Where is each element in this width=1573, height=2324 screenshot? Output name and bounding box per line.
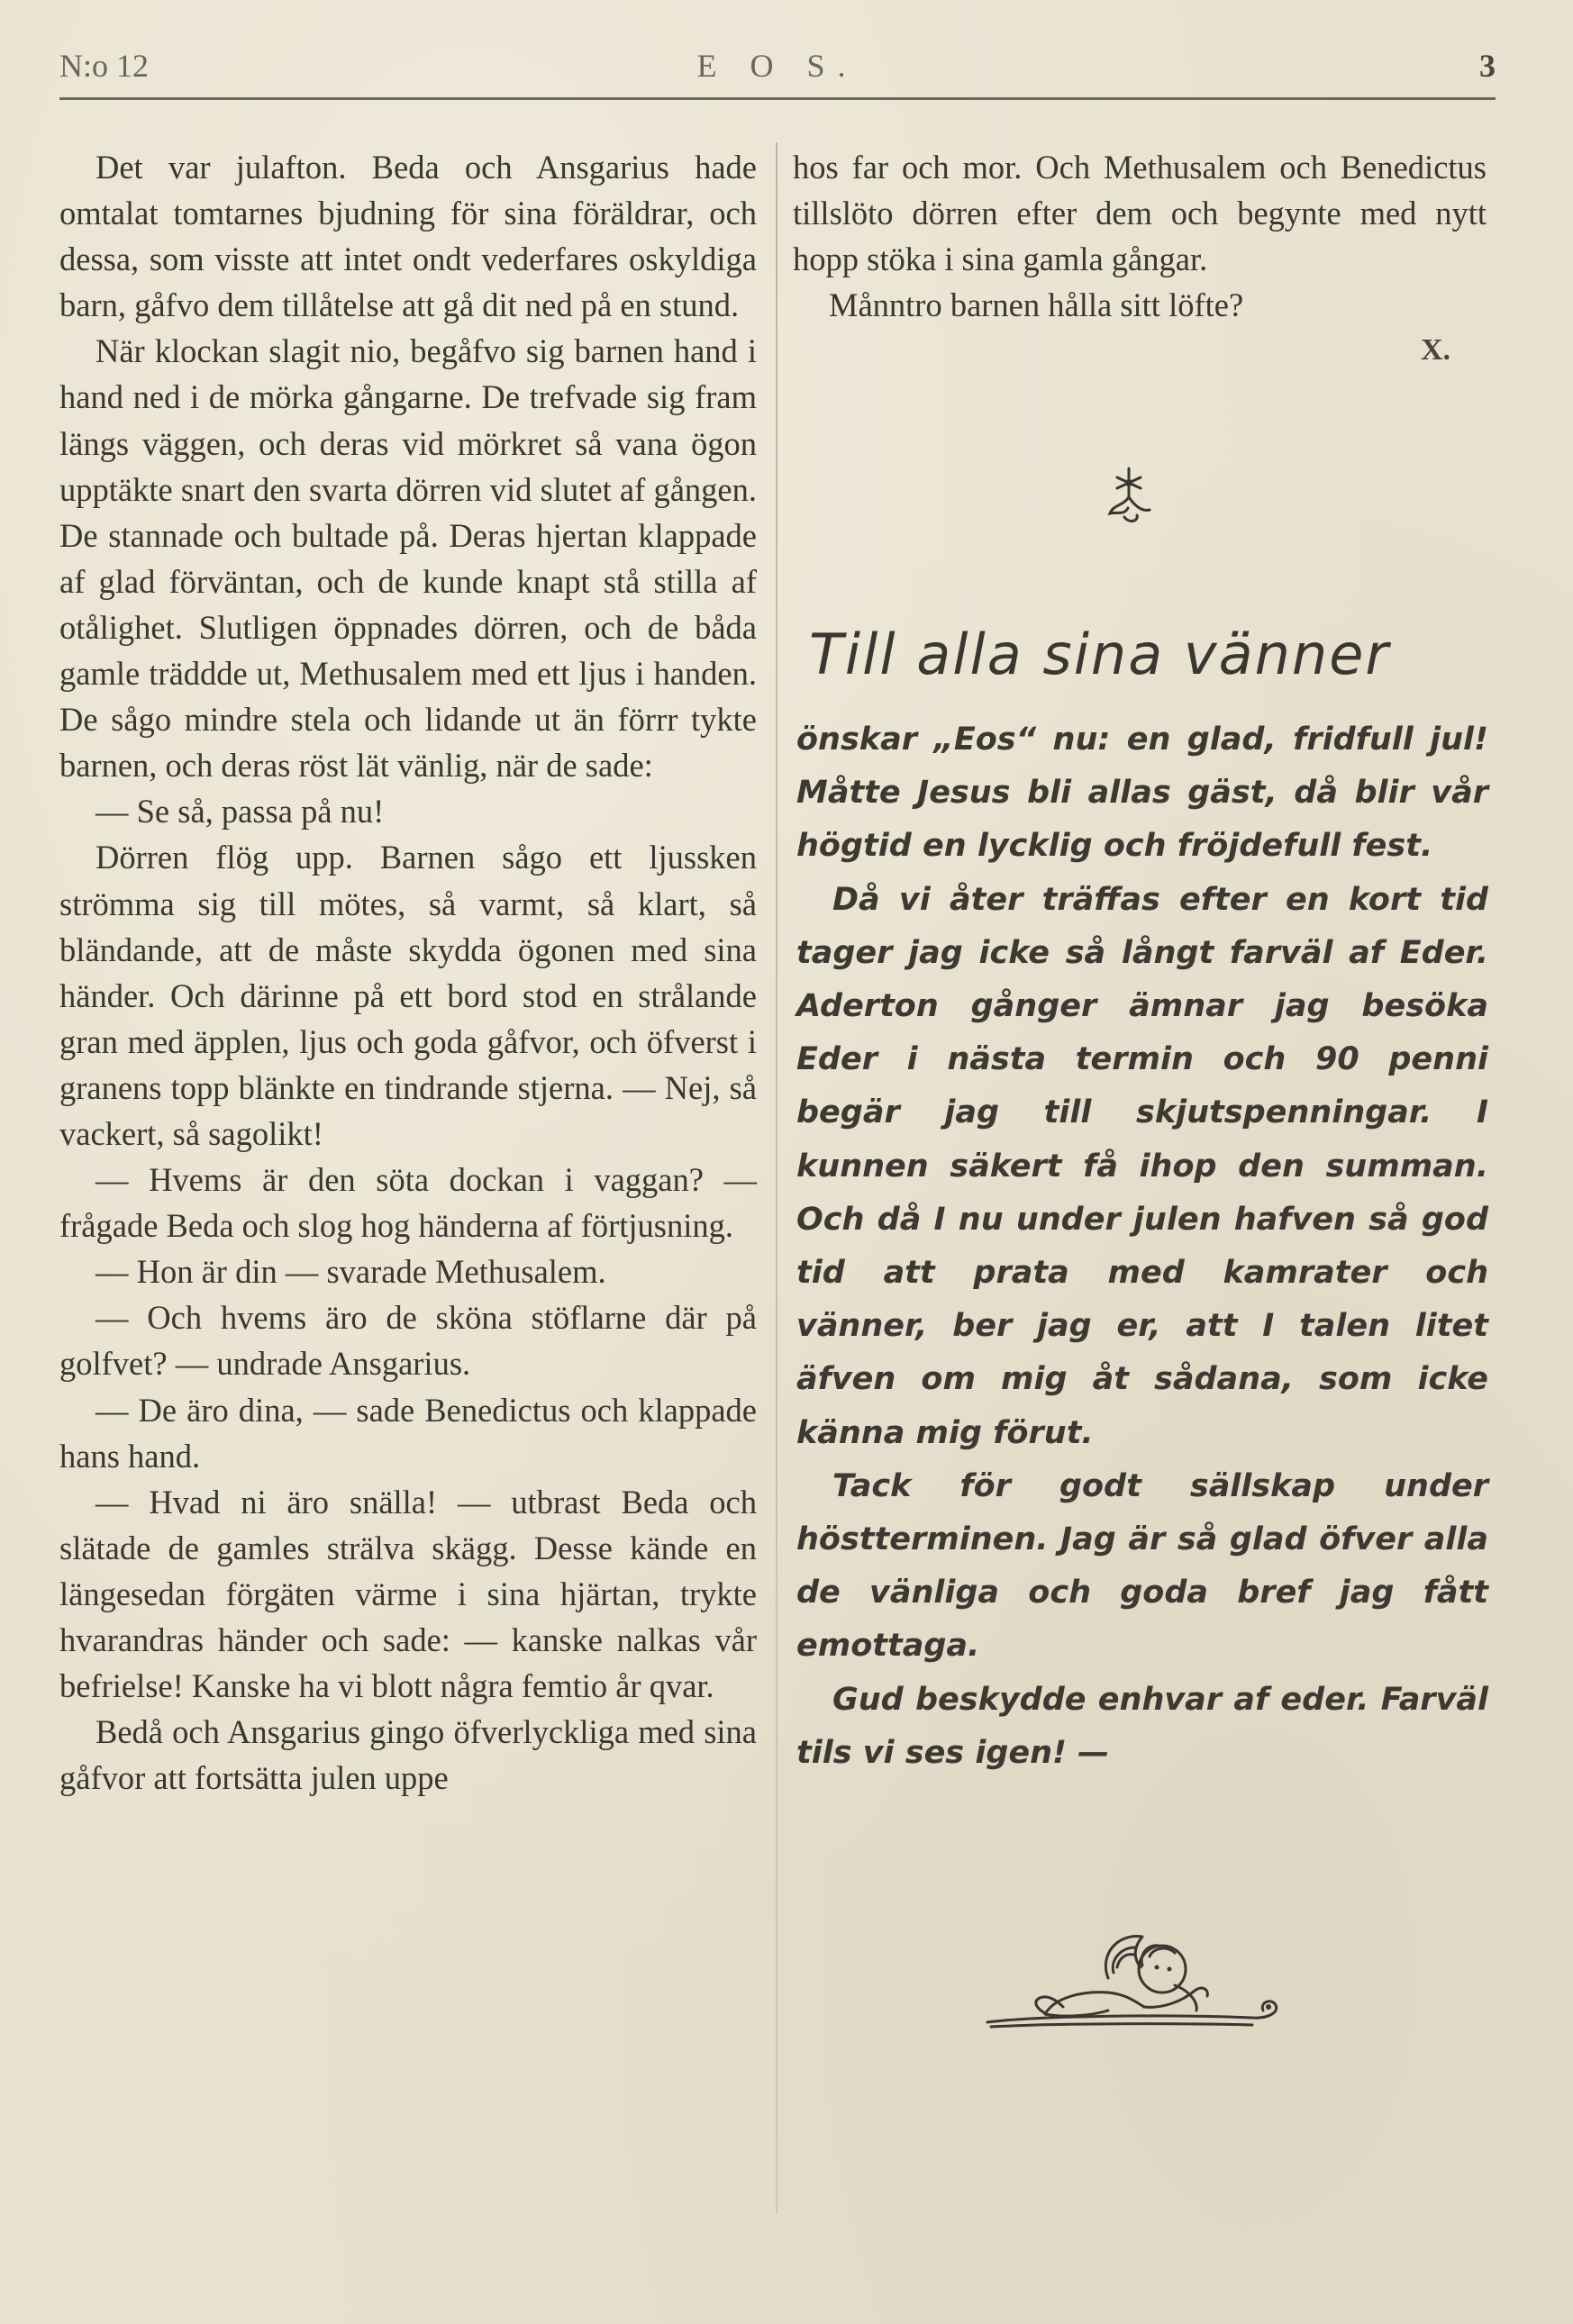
paragraph: — Hvems är den söta dockan i vaggan? — frågade Beda och slog hog händerna af förtjusning. <box>59 1161 757 1245</box>
paragraph: Bedå och Ansgarius gingo öfverlyckliga med sina gåfvor att fortsätta julen uppe <box>59 1713 757 1797</box>
greeting-paragraph: Då vi åter träffas efter en kort tid tager jag icke så långt farväl af Eder. Aderton gånger ämnar jag besöka Eder i nästa termin och 90 penni begär jag till skjutspenningar. I kunnen säkert få ihop den summan. Och då I nu under julen hafven så god tid att prata med kamrater och vänner, ber jag er, att I talen litet äfven om mig åt sådana, som icke känna mig förut. <box>796 881 1488 1451</box>
paragraph: — Och hvems äro de sköna stöflarne där på golfvet? — undrade Ansgarius. <box>59 1299 757 1383</box>
paragraph: hos far och mor. Och Methusalem och Benedictus tillslöto dörren efter dem och begynte med nytt hopp stöka i sina gamla gångar. <box>793 149 1487 278</box>
paragraph: Månntro barnen hålla sitt löfte? <box>829 286 1244 324</box>
author-signature: X. <box>1420 333 1450 368</box>
greeting-paragraph: Gud beskydde enhvar af eder. Farväl tils vi ses igen! — <box>796 1681 1488 1771</box>
paragraph: — De äro dina, — sade Benedictus och klappade hans hand. <box>59 1391 757 1475</box>
greeting-paragraph: önskar „Eos“ nu: en glad, fridfull jul! Måtte Jesus bli allas gäst, då blir vår högtid en lycklig och fröjdefull fest. <box>796 722 1488 865</box>
story-ending <box>793 144 1487 328</box>
fleuron-ornament-icon <box>1097 461 1160 533</box>
greeting-heading: Till alla sina vänner <box>809 622 1390 687</box>
column-divider <box>776 142 777 2214</box>
right-column <box>793 144 1487 373</box>
header-rule <box>59 97 1496 100</box>
cherub-vignette-icon <box>982 1892 1297 2045</box>
paragraph: När klockan slagit nio, begåfvo sig barnen hand i hand ned i de mörka gångarne. De trefvade sig fram längs väggen, och deras vid mörkret så vana ögon upptäkte snart den svarta dörren vid slutet af gången. De stannade och bultade på. Deras hjertan klappade af glad förväntan, och de kunde knapt stå stilla af otålighet. Slutligen öppnades dörren, och de båda gamle träddde ut, Methusalem med ett ljus i handen. De sågo mindre stela och lidande ut än förrr tykte barnen, och deras röst lät vänlig, när de sade: <box>59 332 757 785</box>
page-header <box>59 47 1496 92</box>
issue-number: N:o 12 <box>59 48 149 84</box>
greeting-paragraph: Tack för godt sällskap under höstterminen. Jag är så glad öfver alla de vänliga och goda bref jag fått emottaga. <box>796 1467 1488 1665</box>
paragraph: — Hvad ni äro snälla! — utbrast Beda och slätade de gamles strälva skägg. Desse kände en längesedan förgäten värme i sina hjärtan, trykte hvarandras händer och sade: — kanske nalkas vår befrielse! Kanske ha vi blott några femtio år qvar. <box>59 1483 757 1705</box>
christmas-greeting <box>796 713 1488 1780</box>
paragraph: — Hon är din — svarade Methusalem. <box>95 1253 606 1291</box>
publication-title: E O S. <box>696 48 859 84</box>
page-number: 3 <box>1479 48 1496 84</box>
paragraph: — Se så, passa på nu! <box>95 793 385 831</box>
left-column <box>59 144 757 1801</box>
paragraph: Dörren flög upp. Barnen sågo ett ljussken strömma sig till mötes, så varmt, så klart, så bländande, att de måste skydda ögonen med sina händer. Och därinne på ett bord stod en strålande gran med äpplen, ljus och goda gåfvor, och öfverst i granens topp blänkte en tindrande stjerna. — Nej, så vackert, så sagolikt! <box>59 839 757 1152</box>
paragraph: Det var julafton. Beda och Ansgarius hade omtalat tomtarnes bjudning för sina föräldrar, och dessa, som visste att intet ondt vederfares oskyldiga barn, gåfvo dem tillåtelse att gå dit ned på en stund. <box>59 149 757 324</box>
